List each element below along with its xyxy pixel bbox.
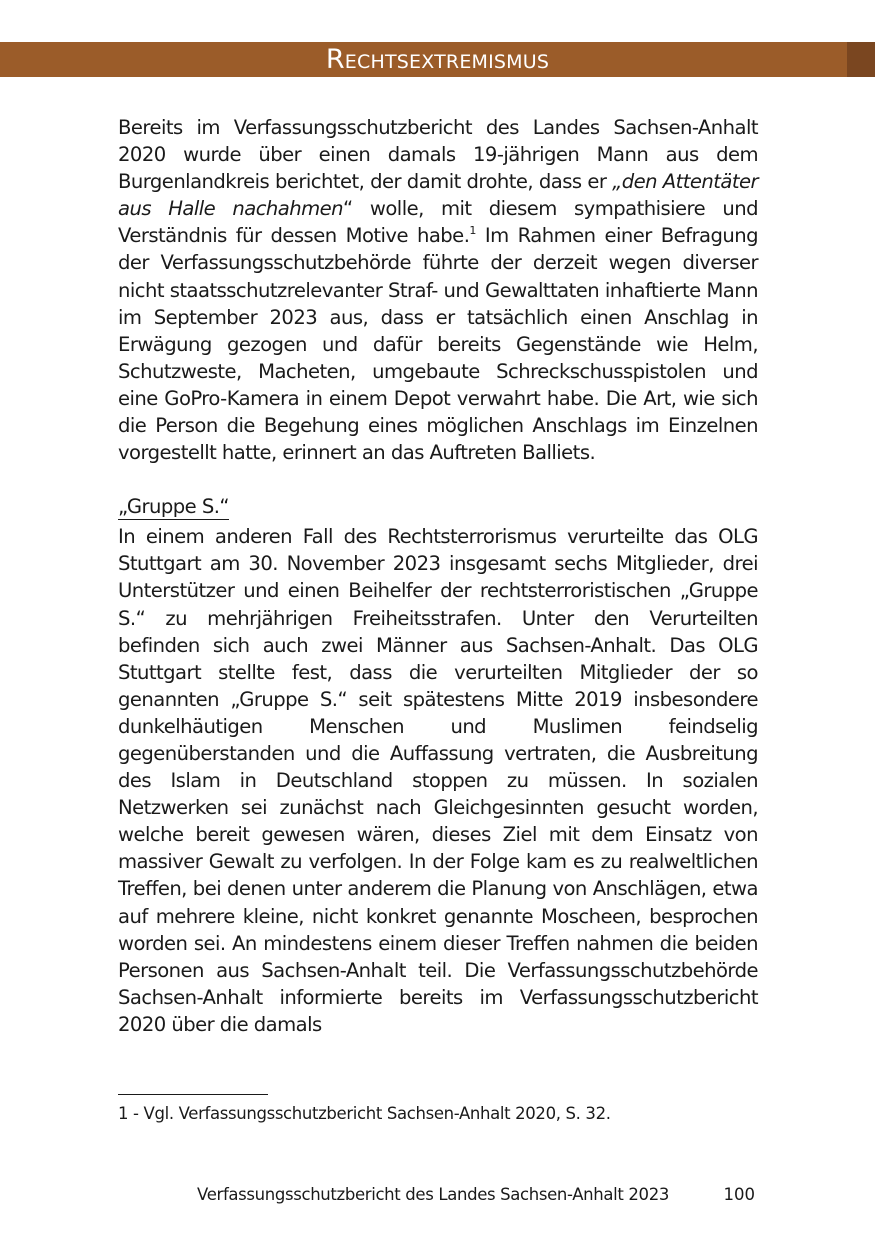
paragraph-1-text-a: Bereits im Verfassungsschutzbericht des Landes Sachsen-Anhalt 2020 wurde über einen damals 19-jährigen Mann aus dem Burgenlandkreis berichtet, der damit drohte, dass er: [118, 116, 758, 194]
subheading: „Gruppe S.“: [118, 495, 230, 519]
section-title: Rechtsextremismus: [325, 44, 550, 75]
main-content: [118, 114, 758, 1038]
paragraph-1-text-c: Im Rahmen einer Befragung der Verfassungsschutzbehörde führte der derzeit wegen diverser nicht staatsschutzrelevanter Straf- und Gewalttaten inhaftierte Mann im September 2023 aus, dass er tatsächlich einen Anschlag in Erwägung gezogen und dafür bereits Gegenstände wie Helm, Schutzweste, Macheten, umgebaute Schreckschusspistolen und eine GoPro-Kamera in einem Depot verwahrt habe. Die Art, wie sich die Person die Begehung eines möglichen Anschlags im Einzelnen vorgestellt hatte, erinnert an das Auftreten Balliets.: [118, 224, 758, 465]
paragraph-2: In einem anderen Fall des Rechtsterrorismus verurteilte das OLG Stuttgart am 30. November 2023 insgesamt sechs Mitglieder, drei Unterstützer und einen Beihelfer der rechtsterroristischen „Gruppe S.“ zu mehrjährigen Freiheitsstrafen. Unter den Verurteilten befinden sich auch zwei Männer aus Sachsen-Anhalt. Das OLG Stuttgart stellte fest, dass die verurteilten Mitglieder der so genannten „Gruppe S.“ seit spätestens Mitte 2019 insbesondere dunkelhäutigen Menschen und Muslimen feindselig gegenüberstanden und die Auffassung vertraten, die Ausbreitung des Islam in Deutschland stoppen zu müssen. In sozialen Netzwerken sei zunächst nach Gleichgesinnten gesucht worden, welche bereit gewesen wären, dieses Ziel mit dem Einsatz von massiver Gewalt zu verfolgen. In der Folge kam es zu realweltlichen Treffen, bei denen unter anderem die Planung von Anschlägen, etwa auf mehrere kleine, nicht konkret genannte Moscheen, besprochen worden sei. An mindestens einem dieser Treffen nahmen die beiden Personen aus Sachsen-Anhalt teil. Die Verfassungsschutzbehörde Sachsen-Anhalt informierte bereits im Verfassungsschutzbericht 2020 über die damals: [118, 525, 758, 1036]
subheading-row: [118, 493, 758, 523]
section-header-bar: [0, 42, 875, 77]
paragraph-gap: [118, 466, 758, 493]
footnote-divider: [118, 1094, 268, 1095]
header-accent-block: [847, 42, 875, 77]
footnote-reference[interactable]: 1: [469, 224, 476, 238]
footer-title: Verfassungsschutzbericht des Landes Sachsen-Anhalt 2023: [197, 1185, 669, 1204]
footnote-text: 1 - Vgl. Verfassungsschutzbericht Sachsen-Anhalt 2020, S. 32.: [118, 1104, 611, 1123]
quote-italic: „den Attentäter aus Halle nachahmen: [118, 170, 758, 221]
page-number: 100: [723, 1185, 755, 1204]
paragraph-1-text-b: “ wolle, mit diesem sympathisiere und Verständnis für dessen Motive habe.: [118, 197, 758, 248]
paragraph-1: [118, 114, 758, 466]
